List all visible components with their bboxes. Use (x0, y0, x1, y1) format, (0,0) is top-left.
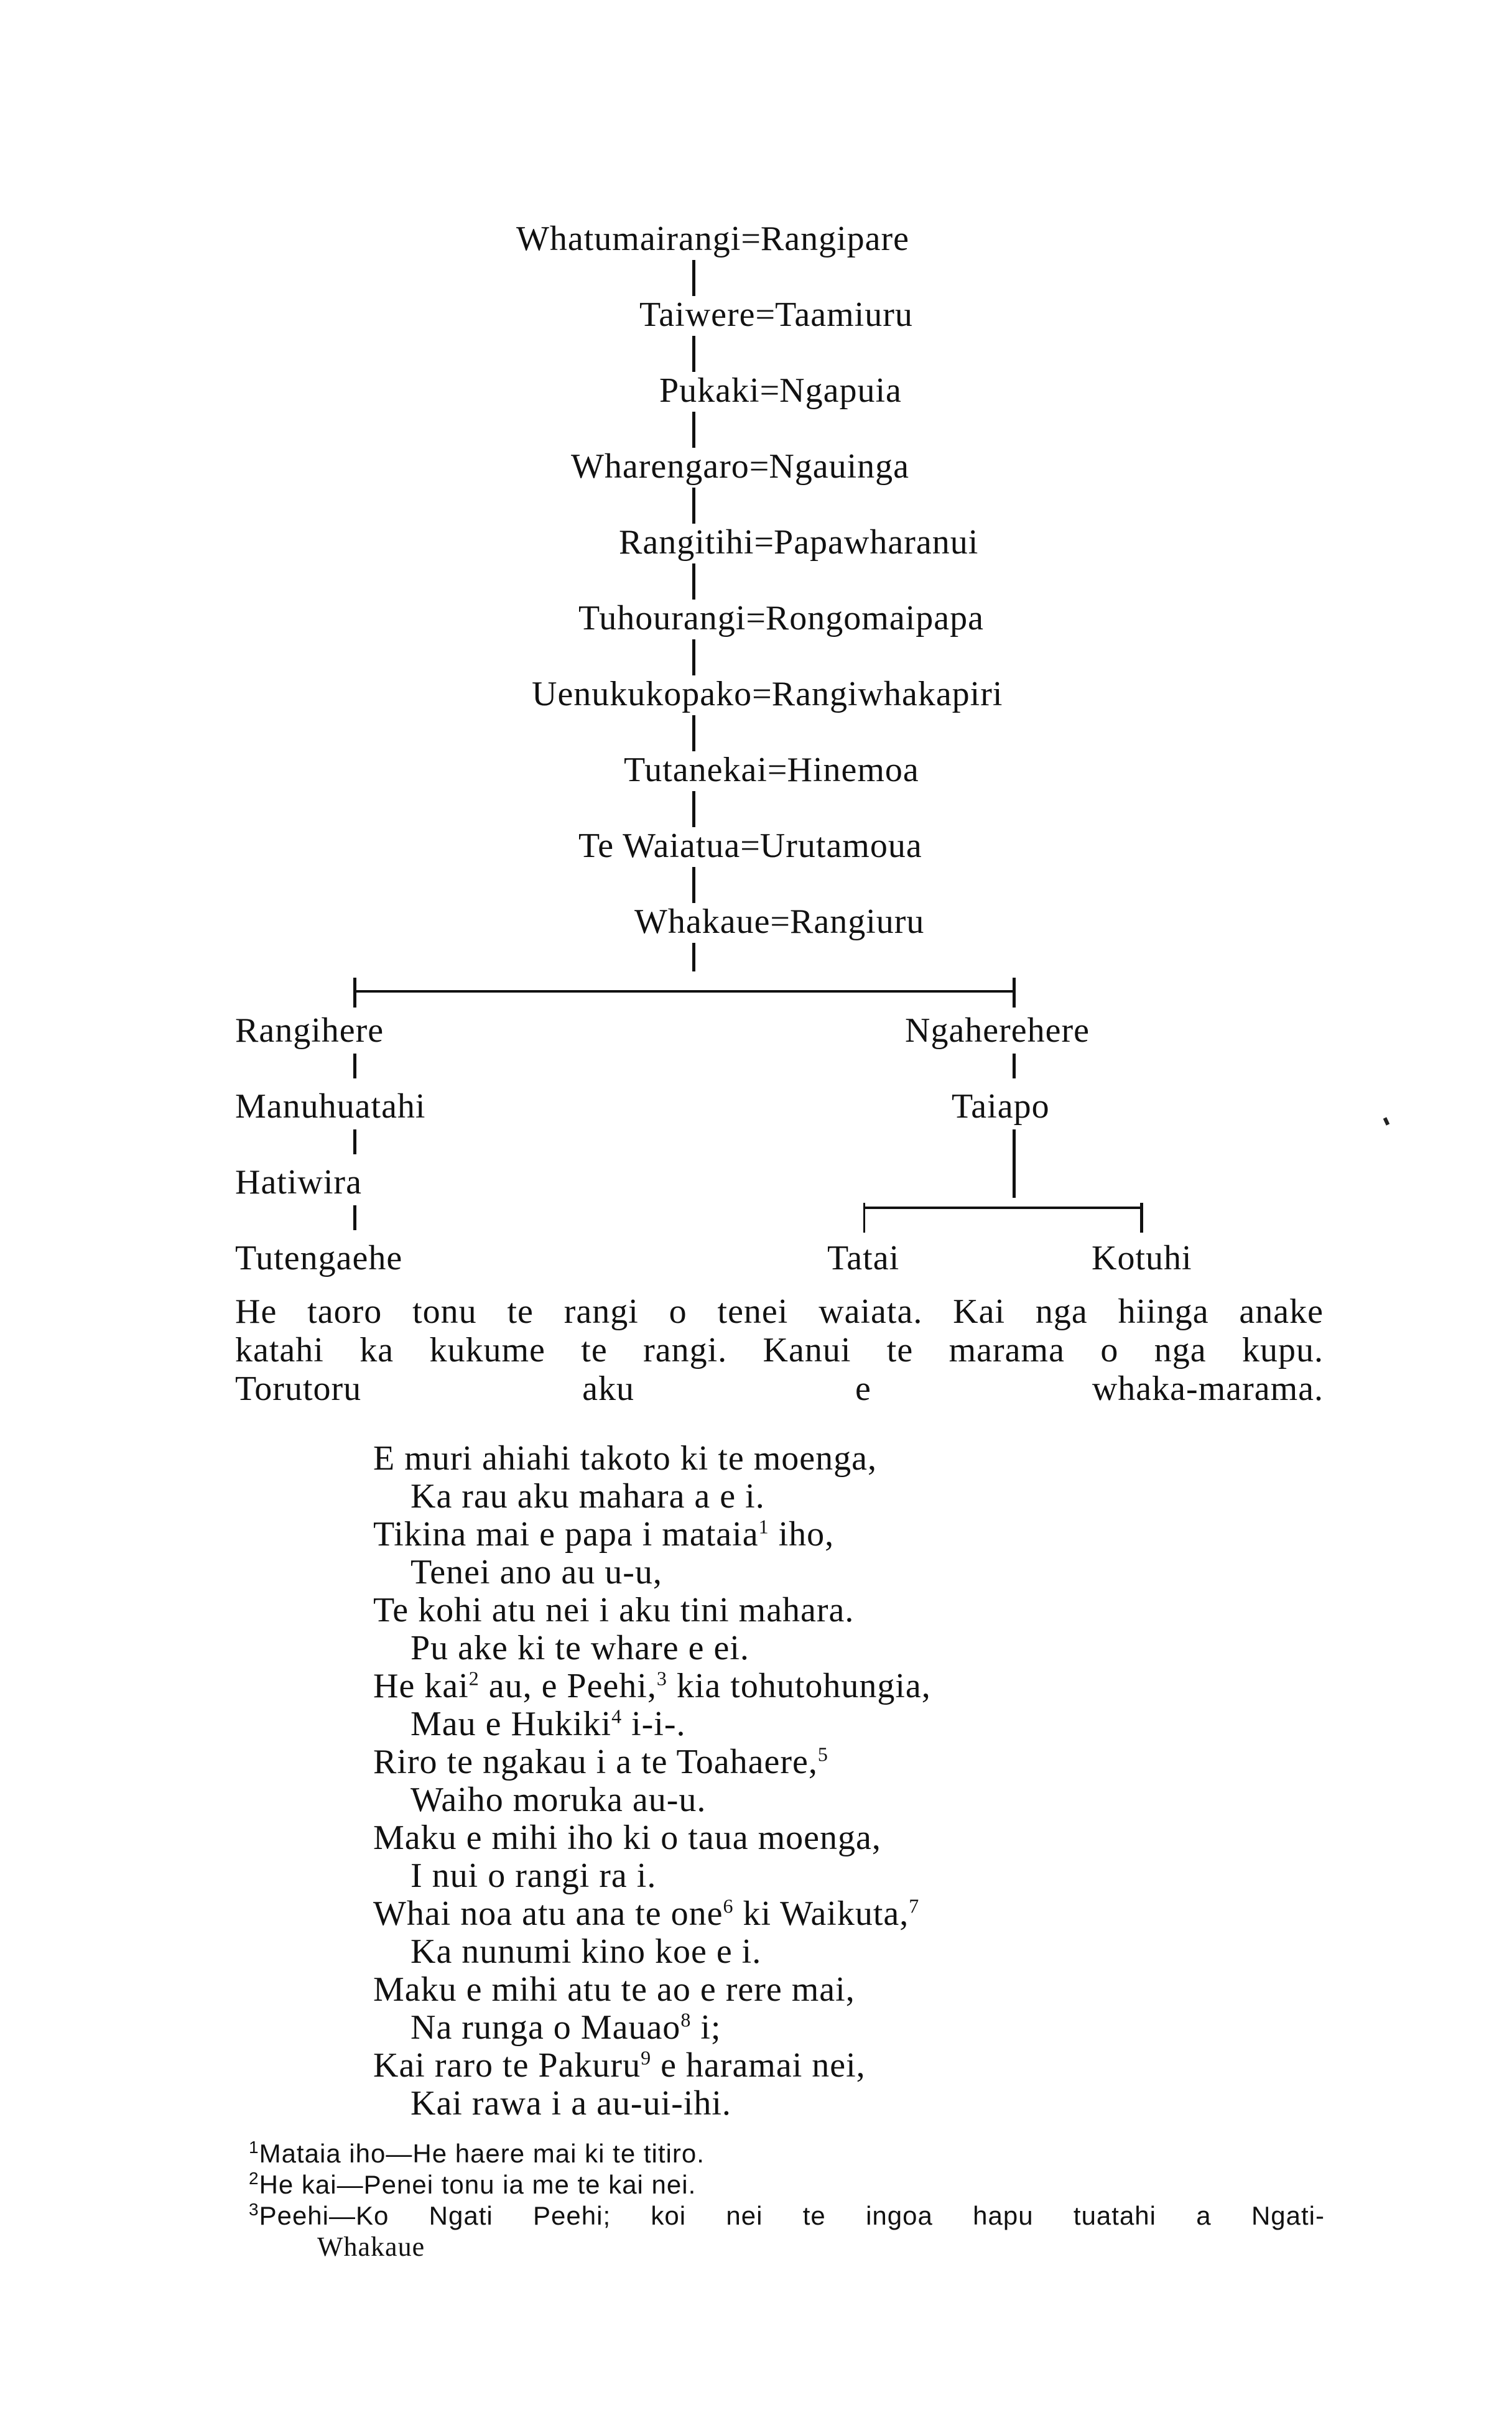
spouse-name: Taamiuru (775, 295, 913, 334)
descent-line (1013, 1054, 1016, 1078)
poem-line: Kai rawa i a au-ui-ihi. (410, 2084, 731, 2123)
footnote-number: 3 (249, 2200, 259, 2219)
descent-line (353, 1054, 356, 1078)
grandchild-1: Tatai (827, 1239, 900, 1277)
footnote-ref: 6 (723, 1894, 734, 1917)
poem-line: Maku e mihi atu te ao e rere mai, (373, 1970, 855, 2009)
footnote-continuation: Whakaue (317, 2231, 425, 2262)
marriage-sign: = (767, 751, 787, 789)
ancestor-name: Tutanekai (624, 751, 768, 789)
descent-line (353, 1129, 356, 1154)
branch-connector (355, 990, 1014, 993)
spouse-name: Rangiuru (790, 902, 925, 941)
left-branch-1: Rangihere (235, 1011, 384, 1050)
poem-line: Riro te ngakau i a te Toahaere,$^5$ (373, 1743, 828, 1781)
couple-2 (639, 295, 913, 335)
descent-line (353, 978, 356, 1008)
poem-line: E muri ahiahi takoto ki te moenga, (373, 1439, 878, 1478)
footnote-ref: 4 (611, 1705, 623, 1728)
poem-line: Na runga o Mauao$^8$ i; (410, 2008, 721, 2047)
footnote-ref: 2 (468, 1667, 480, 1690)
poem-line: I nui o rangi ra i. (410, 1856, 657, 1895)
couple-10 (634, 902, 924, 942)
intro-line: katahi ka kukume te rangi. Kanui te marama o nga kupu. (235, 1331, 1324, 1369)
marriage-sign: = (770, 902, 791, 941)
ancestor-name: Taiwere (639, 295, 756, 334)
ancestor-name: Rangitihi (619, 523, 754, 562)
spouse-name: Rongomaipapa (765, 599, 984, 637)
marriage-sign: = (746, 599, 766, 637)
poem-line: He kai$^2$ au, e Peehi,$^3$ kia tohutohungia, (373, 1667, 931, 1705)
couple-7 (532, 674, 1003, 714)
spouse-name: Ngapuia (779, 371, 902, 410)
footnote (249, 2169, 1325, 2200)
descent-line (863, 1203, 865, 1233)
ancestor-name: Tuhourangi (578, 599, 746, 637)
couple-9 (578, 826, 922, 866)
footnote (249, 2200, 1325, 2231)
ancestor-name: Te Waiatua (578, 827, 741, 865)
poem-line: Kai raro te Pakuru$^9$ e haramai nei, (373, 2046, 866, 2085)
ancestor-name: Whakaue (634, 902, 771, 941)
poem-line: Whai noa atu ana te one$^6$ ki Waikuta,$^7$ (373, 1894, 920, 1933)
ancestor-name: Wharengaro (571, 447, 749, 486)
descent-line (1013, 978, 1016, 1008)
marriage-sign: = (741, 220, 761, 258)
descent-line (692, 563, 695, 600)
footnotes (249, 2138, 1325, 2263)
couple-6 (578, 598, 984, 638)
left-branch-3: Hatiwira (235, 1163, 362, 1202)
ancestor-name: Uenukukopako (532, 675, 753, 713)
marriage-sign: = (740, 827, 760, 865)
footnote-text: He kai—Penei tonu ia me te kai nei. (259, 2170, 697, 2199)
descent-line (353, 1205, 356, 1230)
descent-line (692, 488, 695, 524)
descent-line (692, 412, 695, 448)
descent-line (692, 867, 695, 903)
footnote (249, 2138, 1325, 2169)
descent-line (692, 791, 695, 827)
grandchild-2: Kotuhi (1092, 1239, 1192, 1277)
footnote-ref: 1 (758, 1515, 769, 1538)
couple-4 (571, 447, 909, 486)
marriage-sign: = (749, 447, 769, 486)
poem-line: Ka nunumi kino koe e i. (410, 1932, 762, 1971)
descent-line (1140, 1203, 1143, 1233)
descent-line (1013, 1129, 1016, 1198)
poem-line: Mau e Hukiki$^4$ i-i-. (410, 1705, 686, 1743)
waiata (373, 1440, 931, 2123)
descent-line (692, 260, 695, 296)
marriage-sign: = (752, 675, 772, 713)
ancestor-name: Whatumairangi (516, 220, 741, 258)
ancestor-name: Pukaki (659, 371, 760, 410)
couple-5 (619, 522, 978, 562)
poem-line: Tikina mai e papa i mataia$^1$ iho, (373, 1515, 835, 1554)
poem-line: Tenei ano au u-u, (410, 1553, 662, 1592)
descent-line (692, 639, 695, 675)
left-branch-2: Manuhuatahi (235, 1087, 426, 1126)
footnote-ref: 9 (641, 2046, 652, 2069)
poem-line: Waiho moruka au-u. (410, 1781, 707, 1819)
footnote-number: 1 (249, 2138, 259, 2157)
left-branch-4: Tutengaehe (235, 1239, 403, 1277)
spouse-name: Urutamoua (759, 827, 922, 865)
footnote-ref: 8 (680, 2008, 692, 2031)
couple-8 (624, 750, 919, 790)
spouse-name: Ngauinga (769, 447, 910, 486)
marriage-sign: = (755, 295, 776, 334)
footnote-ref: 3 (656, 1667, 667, 1690)
marriage-sign: = (754, 523, 774, 562)
ink-speck (1383, 1117, 1390, 1125)
footnote-text: Peehi—Ko Ngati Peehi; koi nei te ingoa hapu tuatahi a Ngati- (259, 2201, 1325, 2230)
spouse-name: Hinemoa (787, 751, 919, 789)
marriage-sign: = (759, 371, 780, 410)
spouse-name: Rangipare (760, 220, 910, 258)
footnote-text: Mataia iho—He haere mai ki te titiro. (259, 2139, 705, 2168)
descent-line (692, 943, 695, 971)
intro-line: Torutoru aku e whaka-marama. (235, 1369, 1324, 1408)
couple-3 (659, 371, 902, 410)
intro-line: He taoro tonu te rangi o tenei waiata. Kai nga hiinga anake (235, 1292, 1324, 1331)
descent-line (692, 715, 695, 751)
right-branch-1: Ngaherehere (905, 1011, 1090, 1050)
poem-line: Maku e mihi iho ki o taua moenga, (373, 1819, 881, 1857)
branch-connector (865, 1207, 1141, 1209)
footnote-ref: 7 (909, 1894, 920, 1917)
spouse-name: Papawharanui (774, 523, 979, 562)
right-branch-2: Taiapo (952, 1087, 1050, 1126)
descent-line (692, 336, 695, 372)
poem-line: Pu ake ki te whare e ei. (410, 1629, 749, 1667)
footnote-ref: 5 (817, 1743, 828, 1766)
poem-line: Ka rau aku mahara a e i. (410, 1477, 765, 1516)
footnote-number: 2 (249, 2169, 259, 2188)
couple-1 (516, 219, 909, 259)
poem-line: Te kohi atu nei i aku tini mahara. (373, 1591, 855, 1629)
spouse-name: Rangiwhakapiri (771, 675, 1003, 713)
